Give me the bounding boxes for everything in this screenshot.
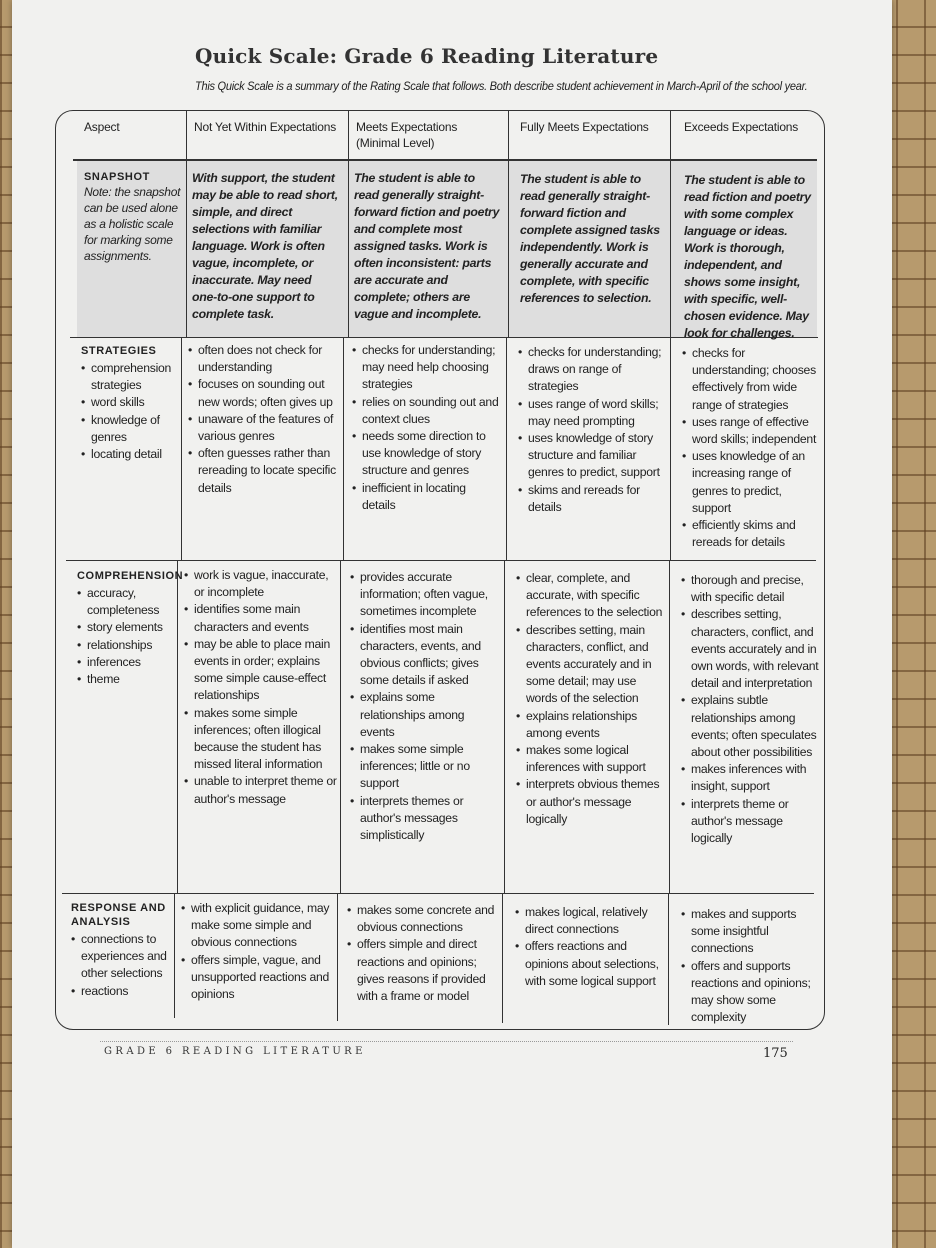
- strategies-meets: [352, 342, 500, 514]
- list-item: • offers reactions and opinions about selections, with some logical support: [515, 938, 665, 990]
- list-item: • word skills: [81, 394, 179, 411]
- strategies-fully: [518, 344, 664, 516]
- strategies-aspect-list: [81, 360, 179, 463]
- list-item: • provides accurate information; often vague, sometimes incomplete: [350, 569, 498, 621]
- list-item: • checks for understanding; draws on range of strategies: [518, 344, 664, 396]
- list-item: • explains relationships among events: [516, 708, 664, 742]
- list-item: • theme: [77, 671, 177, 688]
- column-divider-2d: [337, 893, 338, 1021]
- list-item: • inefficient in locating details: [352, 480, 500, 514]
- list-item: • checks for understanding; chooses effectively from wide range of strategies: [682, 345, 820, 414]
- column-divider-2c: [340, 560, 341, 893]
- strategies-title: STRATEGIES: [81, 345, 157, 357]
- list-item: • needs some direction to use knowledge of story structure and genres: [352, 428, 500, 480]
- list-item: • makes logical, relatively direct connections: [515, 904, 665, 938]
- list-item: • offers and supports reactions and opinions; may show some complexity: [681, 958, 817, 1027]
- column-divider-4: [670, 111, 671, 338]
- comprehension-fully: [516, 570, 664, 828]
- snapshot-exceeds: The student is able to read fiction and poetry with some complex language or ideas. Work is thorough, independent, and shows some insight, with specific, well-chosen evidence. May look for challenges.: [684, 173, 811, 340]
- row-divider-comprehension: [66, 560, 816, 561]
- snapshot-meets: The student is able to read generally straight-forward fiction and poetry and complete most assigned tasks. Work is often inconsistent: parts are accurate and complete; others are vague and incomplete.: [354, 171, 500, 321]
- column-divider-3d: [502, 893, 503, 1023]
- list-item: • checks for understanding; may need help choosing strategies: [352, 342, 500, 394]
- list-item: • makes and supports some insightful connections: [681, 906, 817, 958]
- comprehension-meets: [350, 569, 498, 844]
- comprehension-exceeds: [681, 572, 821, 847]
- column-divider-3b: [506, 337, 507, 560]
- list-item: • clear, complete, and accurate, with specific references to the selection: [516, 570, 664, 622]
- list-item: • explains subtle relationships among events; often speculates about other possibilities: [681, 692, 821, 761]
- list-item: • offers simple, vague, and unsupported reactions and opinions: [181, 952, 333, 1004]
- list-item: • offers simple and direct reactions and opinions; gives reasons if provided with a frame or model: [347, 936, 497, 1005]
- list-item: • interprets obvious themes or author's message logically: [516, 776, 664, 828]
- column-divider-4b: [670, 337, 671, 560]
- list-item: • relationships: [77, 637, 177, 654]
- column-divider-4c: [669, 560, 670, 893]
- list-item: • may be able to place main events in order; explains some simple cause-effect relationships: [184, 636, 338, 705]
- column-divider-1b: [181, 337, 182, 560]
- header-aspect: Aspect: [84, 120, 120, 134]
- snapshot-note: Note: the snapshot can be used alone as a holistic scale for marking some assignments.: [84, 185, 181, 263]
- response-aspect-list: [71, 931, 175, 1000]
- list-item: • uses knowledge of story structure and familiar genres to predict, support: [518, 430, 664, 482]
- list-item: • uses range of effective word skills; independent: [682, 414, 820, 448]
- list-item: • efficiently skims and rereads for details: [682, 517, 820, 551]
- response-exceeds: [681, 906, 817, 1026]
- comprehension-aspect-cell: [77, 569, 184, 688]
- column-divider-4d: [668, 893, 669, 1025]
- list-item: • unaware of the features of various genres: [188, 411, 338, 445]
- response-title: RESPONSE AND ANALYSIS: [71, 902, 166, 928]
- header-meets: Meets Expectations (Minimal Level): [356, 120, 458, 150]
- header-rule: [73, 159, 817, 161]
- list-item: • makes inferences with insight, support: [681, 761, 821, 795]
- list-item: • makes some concrete and obvious connections: [347, 902, 497, 936]
- strategies-not-yet: [188, 342, 338, 497]
- response-aspect-cell: [71, 901, 175, 1000]
- list-item: • identifies some main characters and events: [184, 601, 338, 635]
- list-item: • work is vague, inaccurate, or incomplete: [184, 567, 338, 601]
- page-subtitle: This Quick Scale is a summary of the Rating Scale that follows. Both describe student achievement in March-April of the school year.: [195, 79, 808, 93]
- list-item: • reactions: [71, 983, 175, 1000]
- list-item: • knowledge of genres: [81, 412, 179, 446]
- column-divider-2b: [343, 337, 344, 560]
- response-meets: [347, 902, 497, 1005]
- footer-rule: [100, 1041, 793, 1042]
- snapshot-aspect-cell: [84, 170, 182, 264]
- column-divider-2: [348, 111, 349, 338]
- list-item: • thorough and precise, with specific detail: [681, 572, 821, 606]
- comprehension-aspect-list: [77, 585, 177, 688]
- header-not-yet: Not Yet Within Expectations: [194, 120, 337, 134]
- list-item: • interprets theme or author's message logically: [681, 796, 821, 848]
- list-item: • describes setting, characters, conflict, and events accurately and in own words, with relevant detail and interpretation: [681, 606, 821, 692]
- list-item: • relies on sounding out and context clues: [352, 394, 500, 428]
- snapshot-not-yet: With support, the student may be able to read short, simple, and direct selections with familiar language. Work is often vague, incomplete, or inaccurate. May need one-to-one support to complete task.: [192, 171, 338, 321]
- list-item: • explains some relationships among events: [350, 689, 498, 741]
- response-not-yet: [181, 900, 333, 1003]
- page-title: Quick Scale: Grade 6 Reading Literature: [195, 44, 659, 68]
- column-divider-3: [508, 111, 509, 338]
- list-item: • locating detail: [81, 446, 179, 463]
- list-item: • comprehension strategies: [81, 360, 179, 394]
- comprehension-not-yet: [184, 567, 338, 808]
- list-item: • skims and rereads for details: [518, 482, 664, 516]
- list-item: • with explicit guidance, may make some simple and obvious connections: [181, 900, 333, 952]
- list-item: • accuracy, completeness: [77, 585, 177, 619]
- snapshot-fully: The student is able to read generally straight-forward fiction and complete assigned tasks independently. Work is generally accurate and complete, with specific references to selection.: [520, 172, 660, 305]
- column-divider-3c: [504, 560, 505, 893]
- header-fully: Fully Meets Expectations: [520, 120, 649, 134]
- list-item: • connections to experiences and other selections: [71, 931, 175, 983]
- list-item: • makes some simple inferences; little or no support: [350, 741, 498, 793]
- page-number: 175: [763, 1046, 788, 1061]
- list-item: • makes some simple inferences; often illogical because the student has missed literal information: [184, 705, 338, 774]
- list-item: • describes setting, main characters, conflict, and events accurately and in some detail; may use words of the selection: [516, 622, 664, 708]
- response-fully: [515, 904, 665, 990]
- list-item: • focuses on sounding out new words; often gives up: [188, 376, 338, 410]
- list-item: • uses knowledge of an increasing range of genres to predict, support: [682, 448, 820, 517]
- list-item: • interprets themes or author's messages simplistically: [350, 793, 498, 845]
- footer-running-head: GRADE 6 READING LITERATURE: [104, 1046, 366, 1057]
- strategies-exceeds: [682, 345, 820, 551]
- list-item: • story elements: [77, 619, 177, 636]
- snapshot-title: SNAPSHOT: [84, 171, 150, 183]
- column-divider-1c: [177, 560, 178, 893]
- comprehension-title: COMPREHENSION: [77, 570, 184, 582]
- list-item: • often does not check for understanding: [188, 342, 338, 376]
- list-item: • often guesses rather than rereading to locate specific details: [188, 445, 338, 497]
- column-divider-1: [186, 111, 187, 338]
- list-item: • identifies most main characters, events, and obvious conflicts; gives some details if asked: [350, 621, 498, 690]
- list-item: • makes some logical inferences with support: [516, 742, 664, 776]
- list-item: • uses range of word skills; may need prompting: [518, 396, 664, 430]
- list-item: • inferences: [77, 654, 177, 671]
- list-item: • unable to interpret theme or author's message: [184, 773, 338, 807]
- header-exceeds: Exceeds Expectations: [684, 120, 799, 134]
- strategies-aspect-cell: [81, 344, 179, 463]
